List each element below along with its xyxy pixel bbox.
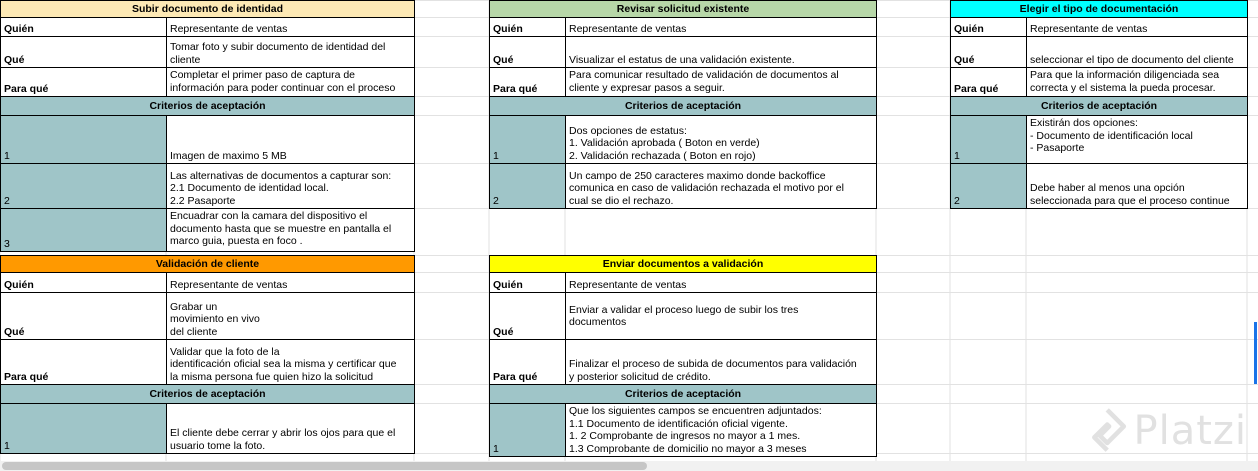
card-title[interactable]: Subir documento de identidad [1,1,415,18]
que-value[interactable]: Visualizar el estatus de una validación existente. [566,37,877,68]
quien-value[interactable]: Representante de ventas [167,273,415,293]
que-value[interactable]: Tomar foto y subir documento de identidad del cliente [167,37,415,68]
criteria-text[interactable]: Debe haber al menos una opción seleccionada para que el proceso continue [1027,164,1248,209]
quien-label[interactable]: Quién [490,273,566,293]
criteria-text[interactable]: El cliente debe cerrar y abrir los ojos para que el usuario tome la foto. [167,404,415,454]
criteria-number[interactable]: 1 [951,116,1027,164]
story-card-enviar-documentos [489,255,877,457]
story-card-elegir-tipo [950,0,1248,209]
criteria-header[interactable]: Criterios de aceptación [1,97,415,116]
quien-label[interactable]: Quién [1,18,167,37]
criteria-text[interactable]: Las alternativas de documentos a capturar son: 2.1 Documento de identidad local. 2.2 Pasaporte [167,164,415,209]
quien-value[interactable]: Representante de ventas [167,18,415,37]
criteria-number[interactable]: 2 [1,164,167,209]
card-title[interactable]: Enviar documentos a validación [490,256,877,273]
criteria-header[interactable]: Criterios de aceptación [490,97,877,116]
criteria-number[interactable]: 2 [490,164,566,209]
quien-label[interactable]: Quién [1,273,167,293]
criteria-header[interactable]: Criterios de aceptación [951,97,1248,116]
para-que-value[interactable]: Validar que la foto de la identificación oficial sea la misma y certificar que la misma persona fue quien hizo la solicitud [167,340,415,385]
que-label[interactable]: Qué [1,37,167,68]
para-que-label[interactable]: Para qué [490,68,566,97]
horizontal-scrollbar[interactable] [0,461,1258,471]
criteria-number[interactable]: 1 [1,116,167,164]
para-que-value[interactable]: Finalizar el proceso de subida de documentos para validación y posterior solicitud de crédito. [566,340,877,385]
que-label[interactable]: Qué [951,37,1027,68]
card-title[interactable]: Validación de cliente [1,256,415,273]
criteria-number[interactable]: 2 [951,164,1027,209]
selection-indicator [1254,322,1257,384]
criteria-text[interactable]: Que los siguientes campos se encuentren adjuntados: 1.1 Documento de identificación oficial vigente. 1. 2 Comprobante de ingresos no mayor a 1 mes. 1.3 Comprobante de domicilio no mayor a 3 meses [566,404,877,457]
story-card-revisar-solicitud [489,0,877,209]
quien-value[interactable]: Representante de ventas [566,18,877,37]
criteria-text[interactable]: Un campo de 250 caracteres maximo donde backoffice comunica en caso de validación rechazada el motivo por el cual se dio el rechazo. [566,164,877,209]
criteria-text[interactable]: Imagen de maximo 5 MB [167,116,415,164]
criteria-number[interactable]: 1 [1,404,167,454]
platzi-logo-icon [1087,406,1127,456]
que-label[interactable]: Qué [490,37,566,68]
para-que-value[interactable]: Para que la información diligenciada sea correcta y el sistema la pueda procesar. [1027,68,1248,97]
criteria-text[interactable]: Dos opciones de estatus: 1. Validación aprobada ( Boton en verde) 2. Validación rechazada ( Boton en rojo) [566,116,877,164]
platzi-watermark [1087,402,1247,460]
card-title[interactable]: Revisar solicitud existente [490,1,877,18]
criteria-text[interactable]: Existirán dos opciones: - Documento de identificación local - Pasaporte [1027,116,1248,164]
story-card-validacion-cliente [0,255,415,454]
que-label[interactable]: Qué [490,293,566,340]
para-que-label[interactable]: Para qué [1,340,167,385]
scrollbar-thumb[interactable] [2,462,647,470]
que-value[interactable]: seleccionar el tipo de documento del cliente [1027,37,1248,68]
criteria-header[interactable]: Criterios de aceptación [490,385,877,404]
para-que-label[interactable]: Para qué [1,68,167,97]
quien-label[interactable]: Quién [951,18,1027,37]
para-que-value[interactable]: Completar el primer paso de captura de información para poder continuar con el proceso [167,68,415,97]
que-value[interactable]: Grabar un movimiento en vivo del cliente [167,293,415,340]
que-label[interactable]: Qué [1,293,167,340]
para-que-label[interactable]: Para qué [951,68,1027,97]
quien-label[interactable]: Quién [490,18,566,37]
card-title[interactable]: Elegir el tipo de documentación [951,1,1248,18]
story-card-subir-documento [0,0,415,252]
que-value[interactable]: Enviar a validar el proceso luego de subir los tres documentos [566,293,877,340]
quien-value[interactable]: Representante de ventas [566,273,877,293]
para-que-label[interactable]: Para qué [490,340,566,385]
criteria-number[interactable]: 3 [1,209,167,252]
criteria-text[interactable]: Encuadrar con la camara del dispositivo el documento hasta que se muestre en pantalla el marco guia, puesta en foco . [167,209,415,252]
criteria-number[interactable]: 1 [490,404,566,457]
quien-value[interactable]: Representante de ventas [1027,18,1248,37]
criteria-number[interactable]: 1 [490,116,566,164]
para-que-value[interactable]: Para comunicar resultado de validación de documentos al cliente y expresar pasos a seguir. [566,68,877,97]
watermark-text: Platzi [1133,408,1247,454]
criteria-header[interactable]: Criterios de aceptación [1,385,415,404]
